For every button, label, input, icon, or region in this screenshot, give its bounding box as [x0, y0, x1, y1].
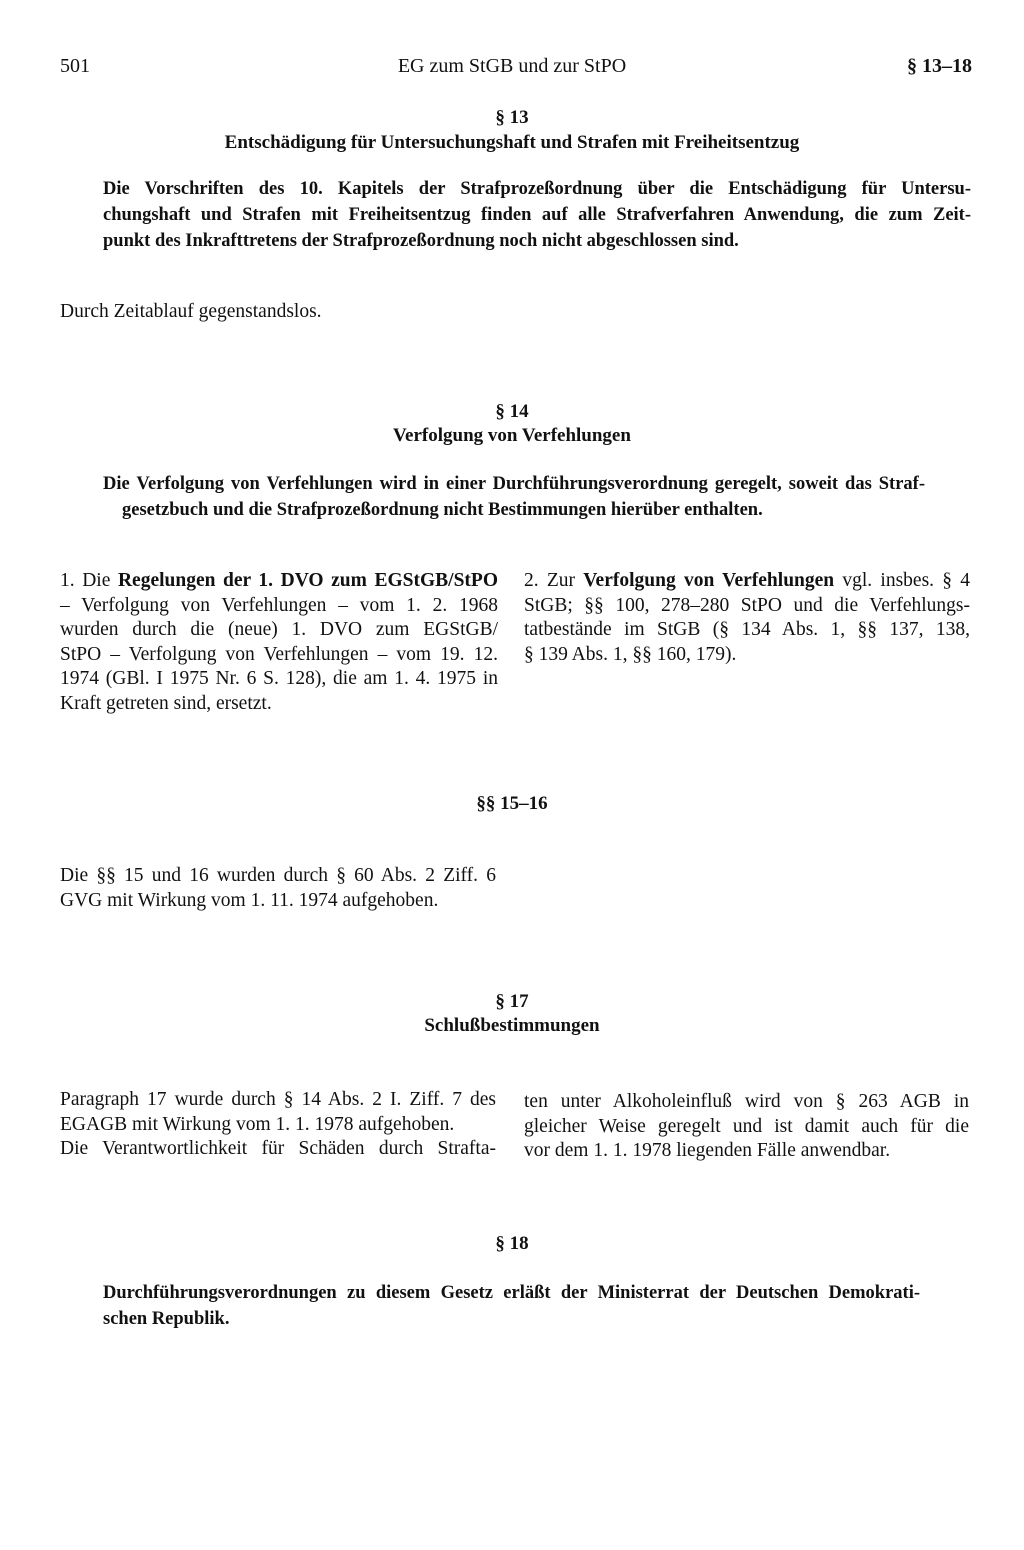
note-line: 1. Die Regelungen der 1. DVO zum EGStGB/StPO	[60, 570, 499, 591]
section-17-commentary-left	[60, 1088, 496, 1162]
law-line: Die Vorschriften des 10. Kapitels der Strafprozeßordnung über die Entschädigung für Untersu-	[103, 179, 971, 199]
law-line: chungshaft und Strafen mit Freiheitsentzug finden auf alle Strafverfahren Anwendung, die zum Zeit-	[103, 205, 971, 225]
section-17-number: § 17	[495, 991, 529, 1012]
section-13-law-text	[103, 176, 971, 254]
note-line: StGB; §§ 100, 278–280 StPO und die Verfehlungs-	[524, 594, 970, 616]
section-17-commentary-right	[524, 1090, 969, 1164]
section-15-16-number: §§ 15–16	[476, 793, 548, 814]
section-14-title: Verfolgung von Verfehlungen	[393, 425, 631, 446]
running-title: EG zum StGB und zur StPO	[397, 55, 627, 77]
commentary-line: gleicher Weise geregelt und ist damit auch für die	[524, 1115, 969, 1137]
section-14-number: § 14	[495, 401, 529, 422]
section-17-title: Schlußbestimmungen	[424, 1015, 600, 1036]
commentary-line: vor dem 1. 1. 1978 liegenden Fälle anwendbar.	[524, 1140, 891, 1161]
commentary-line: EGAGB mit Wirkung vom 1. 1. 1978 aufgehoben.	[60, 1113, 455, 1135]
section-14-law-text	[103, 471, 925, 523]
section-range: § 13–18	[907, 55, 972, 77]
section-14-note-1	[60, 569, 498, 716]
law-line: gesetzbuch und die Strafprozeßordnung nicht Bestimmungen hierüber enthalten.	[122, 500, 763, 520]
note-line: tatbestände im StGB (§ 134 Abs. 1, §§ 137, 138,	[524, 619, 970, 640]
commentary-line: GVG mit Wirkung vom 1. 11. 1974 aufgehoben.	[60, 889, 439, 911]
commentary-line: Die Verantwortlichkeit für Schäden durch Strafta-	[60, 1138, 496, 1159]
commentary-line: ten unter Alkoholeinfluß wird von § 263 AGB in	[524, 1091, 969, 1112]
section-18-number: § 18	[495, 1233, 529, 1254]
commentary-line: Paragraph 17 wurde durch § 14 Abs. 2 I. Ziff. 7 des	[60, 1089, 496, 1110]
section-15-16-commentary	[60, 864, 496, 913]
note-line: – Verfolgung von Verfehlungen – vom 1. 2. 1968	[60, 594, 498, 616]
section-13-commentary: Durch Zeitablauf gegenstandslos.	[60, 301, 322, 322]
page-number: 501	[60, 55, 90, 77]
section-13-title: Entschädigung für Untersuchungshaft und Strafen mit Freiheitsentzug	[224, 132, 800, 153]
note-line: wurden durch die (neue) 1. DVO zum EGStGB/	[60, 619, 498, 640]
law-line: punkt des Inkrafttretens der Strafprozeßordnung noch nicht abgeschlossen sind.	[103, 231, 739, 251]
section-14-note-2	[524, 569, 970, 667]
law-line: Die Verfolgung von Verfehlungen wird in einer Durchführungsverordnung geregelt, soweit das Straf-	[103, 474, 925, 494]
note-line: § 139 Abs. 1, §§ 160, 179).	[524, 643, 737, 665]
law-line: Durchführungsverordnungen zu diesem Gesetz erläßt der Ministerrat der Deutschen Demokrati-	[103, 1283, 920, 1303]
note-line: StPO – Verfolgung von Verfehlungen – vom 19. 12.	[60, 643, 498, 665]
commentary-line: Die §§ 15 und 16 wurden durch § 60 Abs. 2 Ziff. 6	[60, 865, 496, 886]
section-18-law-text	[103, 1280, 920, 1332]
law-line: schen Republik.	[103, 1309, 230, 1329]
note-line: 2. Zur Verfolgung von Verfehlungen vgl. insbes. § 4	[524, 570, 971, 591]
note-line: 1974 (GBl. I 1975 Nr. 6 S. 128), die am 1. 4. 1975 in	[60, 668, 498, 689]
note-line: Kraft getreten sind, ersetzt.	[60, 692, 272, 714]
section-13-number: § 13	[495, 107, 529, 128]
